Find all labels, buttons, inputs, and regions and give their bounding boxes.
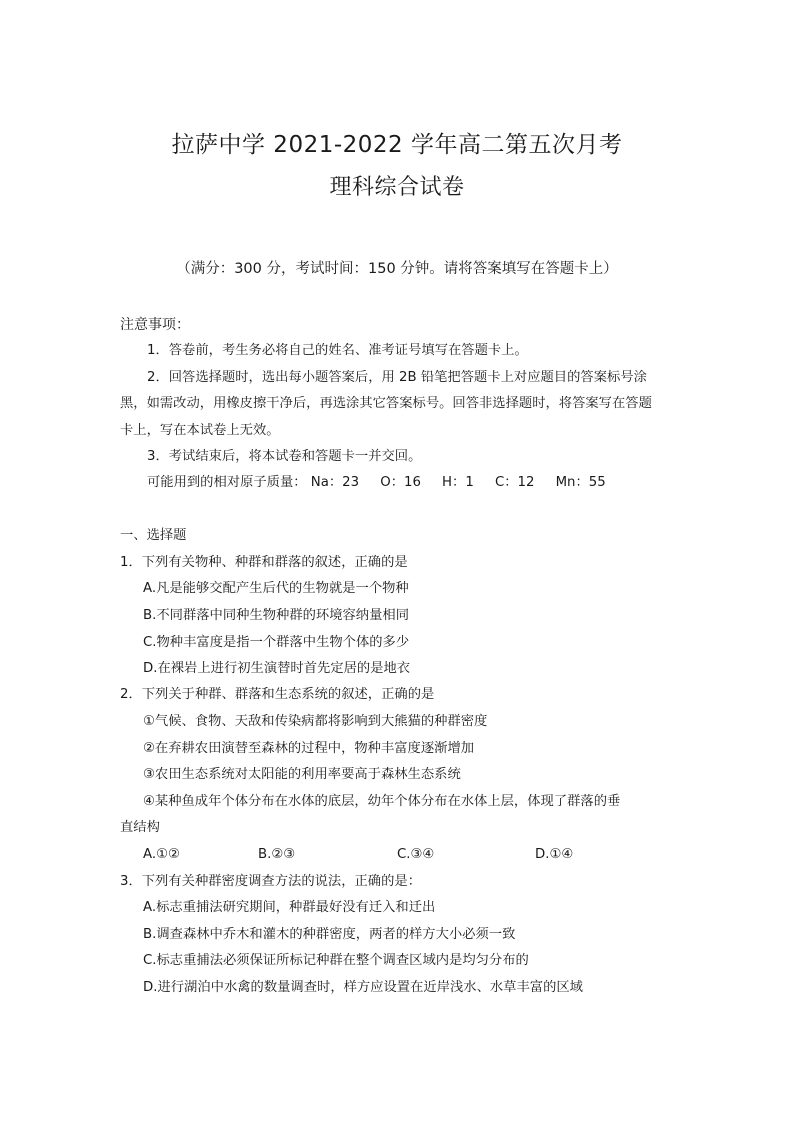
answer-option: B.②③ [258, 847, 296, 862]
question-stem: 3．下列有关种群密度调查方法的说法，正确的是： [120, 874, 421, 889]
statement-item: ④某种鱼成年个体分布在水体的底层，幼年个体分布在水体上层，体现了群落的垂 [143, 794, 621, 809]
exam-title-line1: 拉萨中学 2021-2022 学年高二第五次月考 [171, 132, 623, 158]
notes-line: 2．回答选择题时，选出每小题答案后，用 2B 铅笔把答题卡上对应题目的答案标号涂 [147, 370, 647, 385]
question-stem: 2．下列关于种群、群落和生态系统的叙述，正确的是 [120, 687, 435, 702]
answer-option: C.③④ [397, 847, 435, 862]
notes-line: 3．考试结束后，将本试卷和答题卡一并交回。 [147, 449, 422, 464]
answer-option: C.标志重捕法必须保证所标记种群在整个调查区域内是均匀分布的 [143, 953, 529, 968]
answer-option: B.调查森林中乔木和灌木的种群密度，两者的样方大小必须一致 [143, 927, 516, 942]
statement-item-continuation: 直结构 [120, 820, 160, 835]
exam-info: （满分：300 分，考试时间：150 分钟。请将答案填写在答题卡上） [176, 261, 618, 277]
notes-heading: 注意事项： [120, 317, 190, 333]
answer-option: A.标志重捕法研究期间，种群最好没有迁入和迁出 [143, 900, 436, 915]
question-stem: 1．下列有关物种、种群和群落的叙述，正确的是 [120, 555, 408, 570]
statement-item: ①气候、食物、天敌和传染病都将影响到大熊猫的种群密度 [143, 714, 488, 729]
answer-option: D.进行湖泊中水禽的数量调查时，样方应设置在近岸浅水、水草丰富的区域 [143, 980, 583, 995]
notes-line: 可能用到的相对原子质量： Na：23 O：16 H：1 C：12 Mn：55 [147, 475, 606, 490]
answer-option: D.在裸岩上进行初生演替时首先定居的是地衣 [143, 661, 411, 676]
section-heading: 一、选择题 [120, 528, 187, 543]
notes-line: 卡上，写在本试卷上无效。 [120, 423, 280, 438]
answer-option: D.①④ [535, 847, 574, 862]
notes-line: 黑，如需改动，用橡皮擦干净后，再选涂其它答案标号。回答非选择题时，将答案写在答题 [120, 396, 652, 411]
statement-item: ③农田生态系统对太阳能的利用率要高于森林生态系统 [143, 767, 461, 782]
exam-title-line2: 理科综合试卷 [329, 175, 465, 200]
answer-option: C.物种丰富度是指一个群落中生物个体的多少 [143, 635, 410, 650]
answer-option: A.凡是能够交配产生后代的生物就是一个物种 [143, 581, 409, 596]
notes-line: 1．答卷前，考生务必将自己的姓名、准考证号填写在答题卡上。 [147, 343, 528, 358]
answer-options-row [0, 846, 794, 864]
answer-option: A.①② [143, 847, 180, 862]
answer-option: B.不同群落中同种生物种群的环境容纳量相同 [143, 608, 409, 623]
statement-item: ②在弃耕农田演替至森林的过程中，物种丰富度逐渐增加 [143, 741, 475, 756]
